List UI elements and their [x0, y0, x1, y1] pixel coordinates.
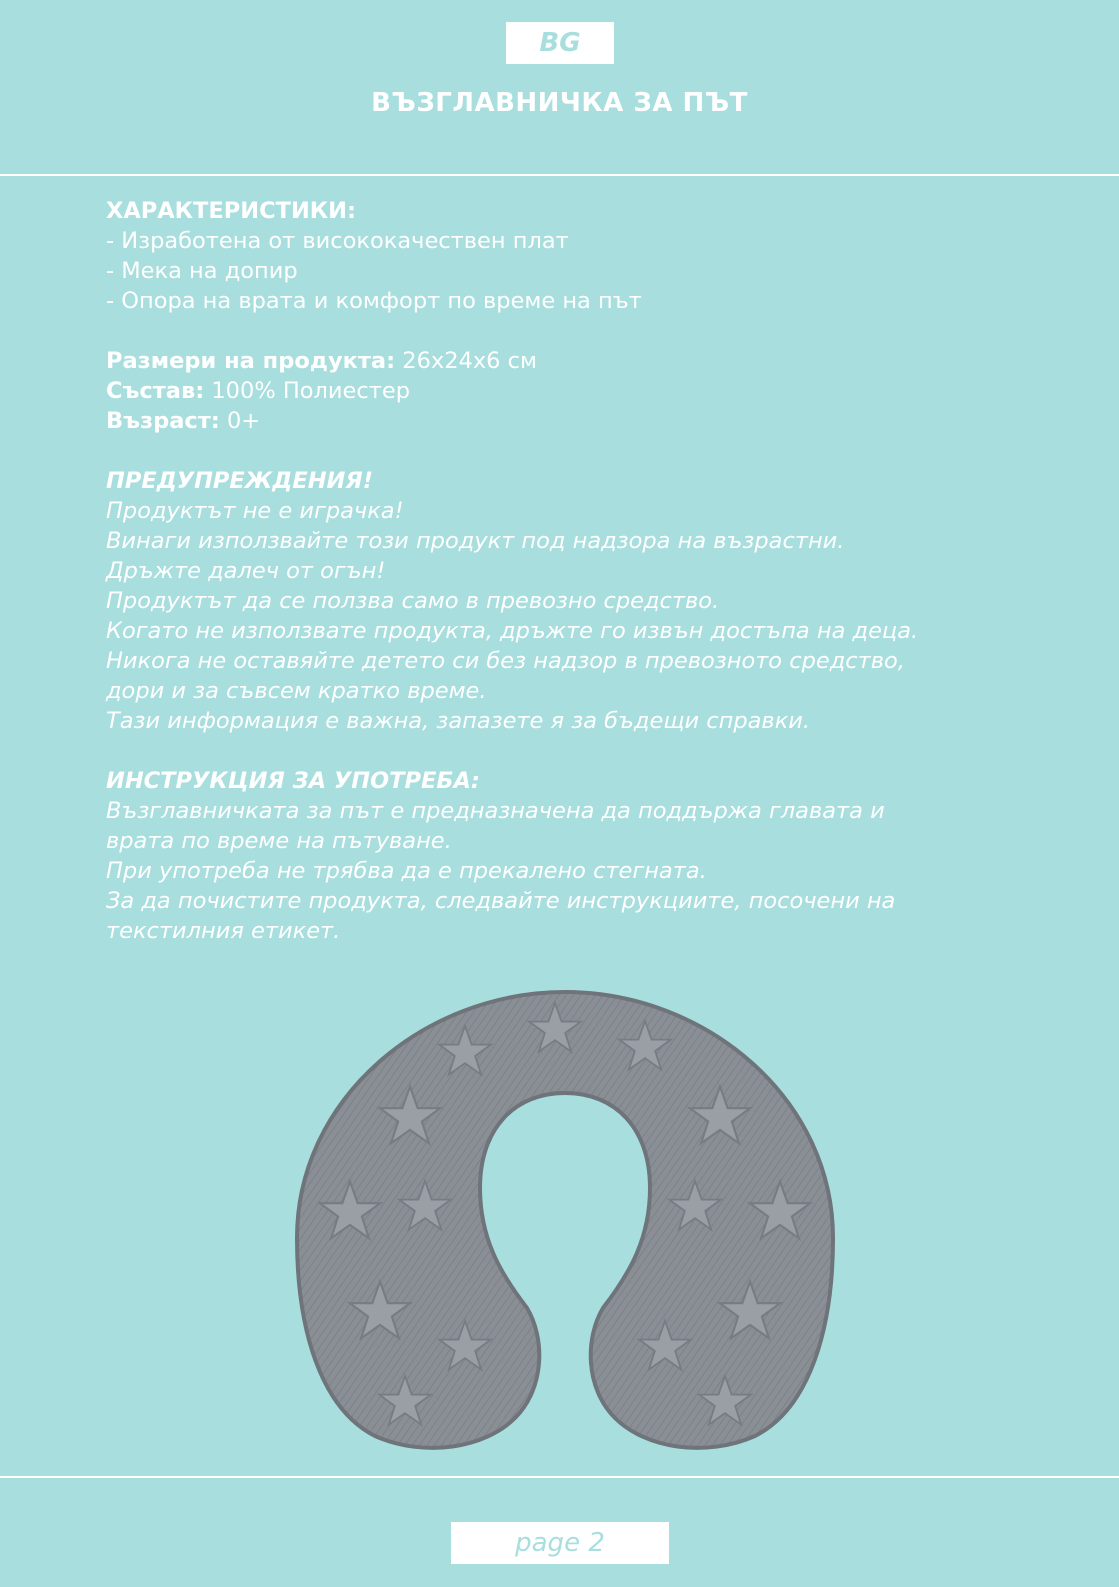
instruction-line: За да почистите продукта, следвайте инструкциите, посочени на — [106, 888, 896, 914]
instructions-heading: ИНСТРУКЦИЯ ЗА УПОТРЕБА: — [106, 768, 480, 794]
characteristic-item: - Опора на врата и комфорт по време на път — [106, 288, 642, 314]
spec-material-value: 100% Полиестер — [204, 378, 410, 404]
warning-line: Продуктът да се ползва само в превозно средство. — [106, 588, 720, 614]
header-divider — [0, 174, 1119, 176]
spec-age — [106, 406, 1006, 436]
spec-size — [106, 346, 1006, 376]
page-title: ВЪЗГЛАВНИЧКА ЗА ПЪТ — [371, 88, 748, 118]
neck-pillow-image — [285, 988, 845, 1458]
footer-divider — [0, 1476, 1119, 1478]
warning-line: Когато не използвате продукта, дръжте го извън достъпа на деца. — [106, 618, 919, 644]
warning-line: Никога не оставяйте детето си без надзор в превозното средство, — [106, 648, 905, 674]
warning-line: Дръжте далеч от огън! — [106, 558, 386, 584]
characteristic-item: - Изработена от висококачествен плат — [106, 228, 569, 254]
warning-line: дори и за съвсем кратко време. — [106, 678, 487, 704]
content-body — [106, 196, 1006, 946]
spec-size-label: Размери на продукта: — [106, 348, 396, 374]
instruction-line: врата по време на пътуване. — [106, 828, 452, 854]
language-badge: BG — [506, 22, 614, 64]
spec-material — [106, 376, 1006, 406]
characteristic-item: - Мека на допир — [106, 258, 298, 284]
spec-size-value: 26x24x6 см — [395, 348, 537, 374]
instruction-line: текстилния етикет. — [106, 918, 341, 944]
page-number-badge: page 2 — [451, 1522, 669, 1564]
instruction-line: При употреба не трябва да е прекалено стегната. — [106, 858, 707, 884]
spec-material-label: Състав: — [106, 378, 205, 404]
spec-age-value: 0+ — [219, 408, 261, 434]
warnings-heading: ПРЕДУПРЕЖДЕНИЯ! — [106, 468, 373, 494]
instruction-line: Възглавничката за път е предназначена да поддържа главата и — [106, 798, 885, 824]
characteristics-heading: ХАРАКТЕРИСТИКИ: — [106, 198, 357, 224]
warning-line: Продуктът не е играчка! — [106, 498, 404, 524]
spec-age-label: Възраст: — [106, 408, 220, 434]
warning-line: Винаги използвайте този продукт под надзора на възрастни. — [106, 528, 845, 554]
warning-line: Тази информация е важна, запазете я за бъдещи справки. — [106, 708, 811, 734]
